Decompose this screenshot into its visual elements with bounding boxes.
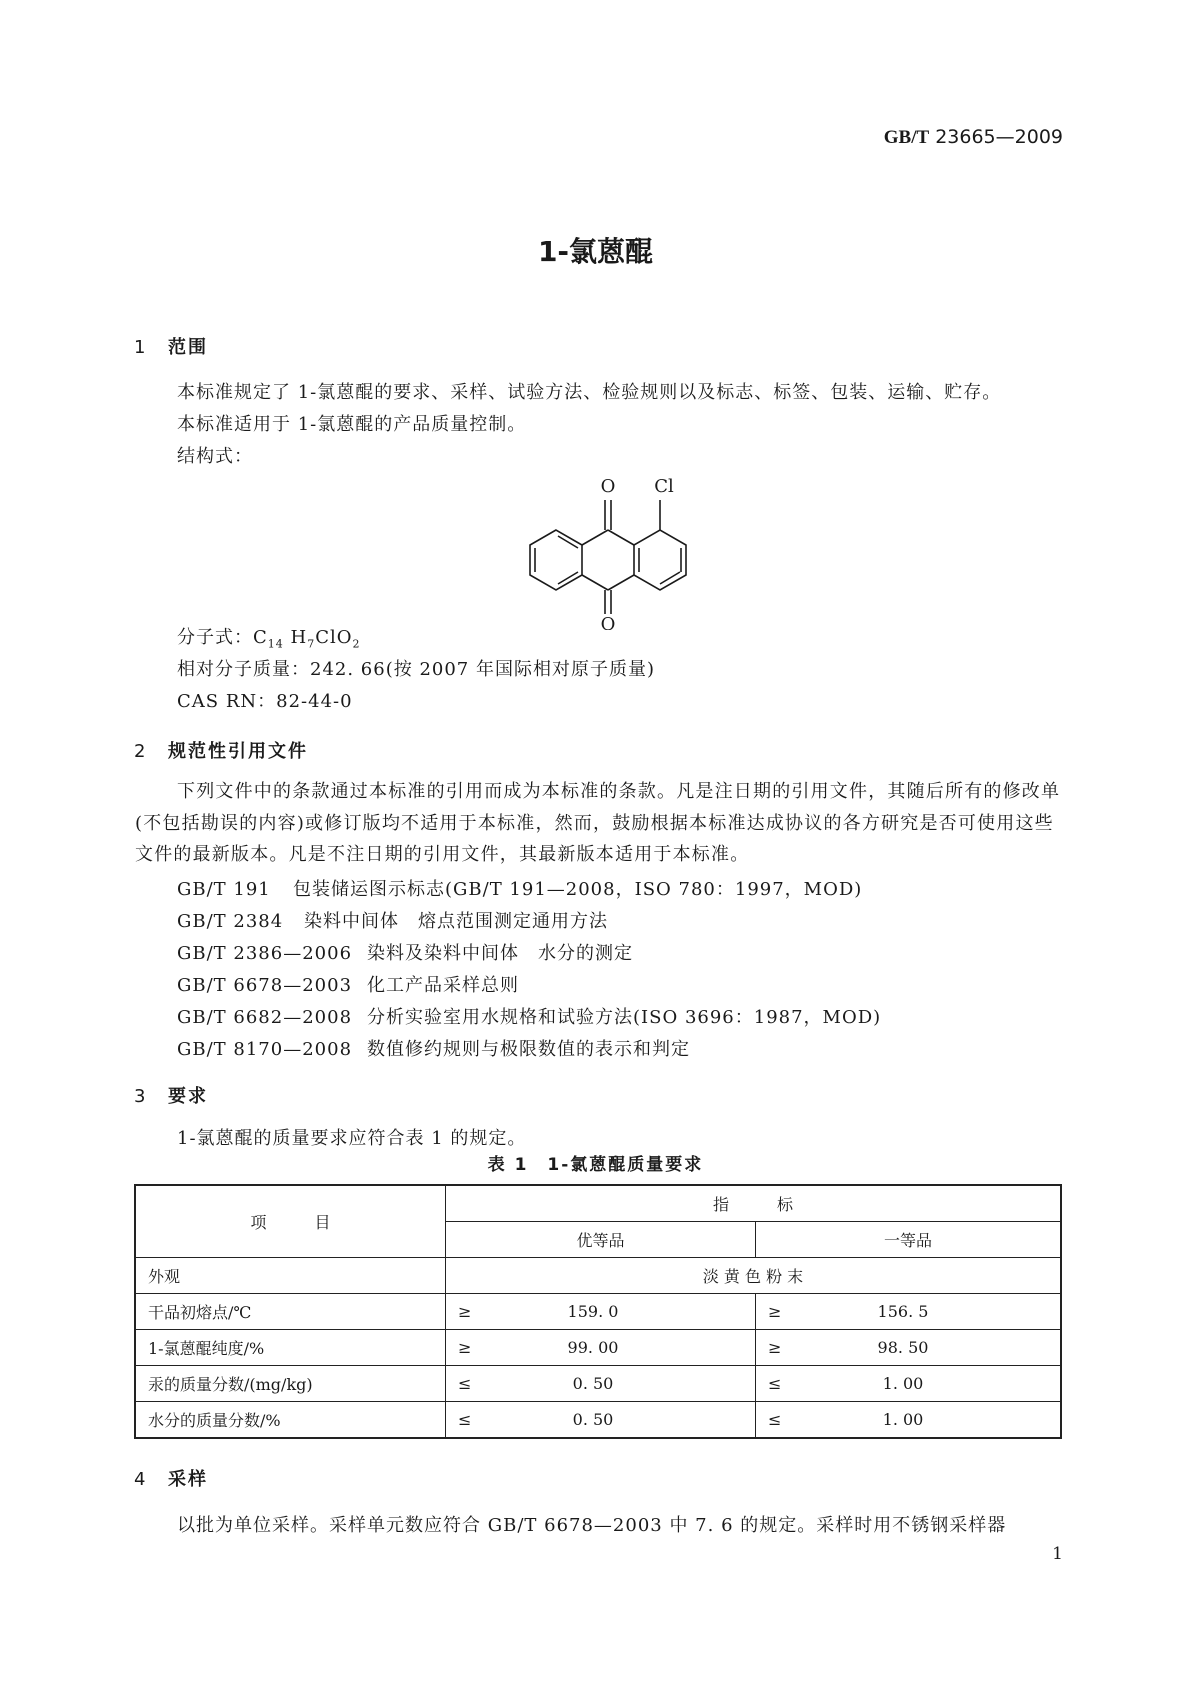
comparison-symbol: ≤: [458, 1374, 472, 1393]
reference-item: [177, 1035, 690, 1061]
section-1-title: 范围: [168, 337, 208, 358]
page-number: 1: [1052, 1544, 1063, 1564]
table-row: [135, 1258, 1061, 1294]
table-row: [135, 1294, 1061, 1330]
chlorine-atom: Cl: [654, 476, 674, 497]
comparison-symbol: ≥: [458, 1338, 472, 1357]
section-4-title: 采样: [168, 1469, 208, 1490]
comparison-symbol: ≤: [768, 1374, 782, 1393]
reference-code: GB/T 191: [177, 879, 271, 900]
formula-hydrogen: H: [290, 627, 308, 648]
middle-ring-bond: [582, 575, 608, 590]
reference-code: GB/T 6682—2008: [177, 1007, 353, 1028]
table-caption: 表 1 1-氯蒽醌质量要求: [487, 1155, 704, 1175]
first-value: 156. 5: [877, 1302, 929, 1321]
reference-title: 数值修约规则与极限数值的表示和判定: [367, 1039, 690, 1060]
grade-superior-header: 优等品: [446, 1222, 756, 1258]
scope-paragraph-2: 本标准适用于 1-氯蒽醌的产品质量控制。: [177, 414, 527, 435]
comparison-symbol: ≥: [458, 1302, 472, 1321]
middle-ring-bond: [608, 530, 634, 545]
section-2-title: 规范性引用文件: [168, 741, 308, 762]
comparison-symbol: ≤: [768, 1410, 782, 1429]
section-1-number: 1: [134, 337, 148, 358]
row-item: 1-氯蒽醌纯度/%: [135, 1330, 446, 1366]
formula-label: 分子式：: [177, 627, 253, 648]
formula-oxygen-count: 2: [352, 637, 361, 651]
section-1-heading: [134, 333, 208, 359]
section-2-number: 2: [134, 741, 148, 762]
reference-item: [177, 971, 519, 997]
section-4-heading: [134, 1465, 208, 1491]
formula-hydrogen-count: 7: [307, 637, 316, 651]
first-value: 98. 50: [877, 1338, 929, 1357]
reference-code: GB/T 2384: [177, 911, 284, 932]
reference-item: [177, 1003, 881, 1029]
comparison-symbol: ≥: [768, 1338, 782, 1357]
reference-code: GB/T 2386—2006: [177, 943, 353, 964]
cas-number: CAS RN：82-44-0: [177, 691, 353, 712]
molecular-mass: 相对分子质量：242. 66(按 2007 年国际相对原子质量): [177, 659, 655, 680]
appearance-label: 外观: [135, 1258, 446, 1294]
index-header: 指 标: [446, 1185, 1062, 1222]
molecular-formula: [177, 623, 361, 651]
first-grade-cell: [756, 1330, 1062, 1366]
item-header: 项 目: [135, 1185, 446, 1258]
top-oxygen-atom: O: [600, 476, 616, 497]
superior-grade-cell: [446, 1402, 756, 1439]
table-header-row: [135, 1185, 1061, 1222]
reference-code: GB/T 6678—2003: [177, 975, 353, 996]
reference-title: 包装储运图示标志(GB/T 191—2008，ISO 780：1997，MOD): [293, 879, 863, 900]
reference-item: [177, 875, 862, 901]
superior-value: 159. 0: [567, 1302, 619, 1321]
left-benzene-ring: [530, 530, 582, 590]
comparison-symbol: ≤: [458, 1410, 472, 1429]
right-ring-double-bond: [660, 572, 680, 584]
quality-requirements-table: [134, 1184, 1062, 1439]
formula-chlorine-oxygen: ClO: [315, 627, 353, 648]
bottom-oxygen-atom: O: [600, 614, 616, 630]
middle-ring-bond: [608, 575, 634, 590]
row-item: 干品初熔点/℃: [135, 1294, 446, 1330]
formula-carbon: C: [253, 627, 268, 648]
first-grade-cell: [756, 1294, 1062, 1330]
structure-label: 结构式：: [177, 446, 253, 467]
section-3-title: 要求: [168, 1086, 208, 1107]
section-3-heading: [134, 1082, 208, 1108]
section-3-number: 3: [134, 1086, 148, 1107]
reference-code: GB/T 8170—2008: [177, 1039, 353, 1060]
table-row: [135, 1402, 1061, 1439]
table-row: [135, 1366, 1061, 1402]
appearance-value: 淡 黄 色 粉 末: [446, 1258, 1062, 1294]
standard-code: [884, 126, 1063, 149]
reference-title: 分析实验室用水规格和试验方法(ISO 3696：1987，MOD): [367, 1007, 882, 1028]
middle-ring-bond: [582, 530, 608, 545]
row-item: 汞的质量分数/(mg/kg): [135, 1366, 446, 1402]
section-2-heading: [134, 737, 308, 763]
first-value: 1. 00: [882, 1374, 924, 1393]
superior-value: 0. 50: [572, 1410, 614, 1429]
scope-paragraph-1: 本标准规定了 1-氯蒽醌的要求、采样、试验方法、检验规则以及标志、标签、包装、运输、贮存。: [177, 382, 1002, 403]
reference-title: 染料及染料中间体 水分的测定: [367, 943, 633, 964]
section-4-number: 4: [134, 1469, 148, 1490]
reference-title: 化工产品采样总则: [367, 975, 519, 996]
superior-value: 0. 50: [572, 1374, 614, 1393]
superior-value: 99. 00: [567, 1338, 619, 1357]
reference-item: [177, 939, 633, 965]
reference-title: 染料中间体 熔点范围测定通用方法: [304, 911, 608, 932]
table-row: [135, 1330, 1061, 1366]
reference-item: [177, 907, 608, 933]
requirements-paragraph: 1-氯蒽醌的质量要求应符合表 1 的规定。: [177, 1128, 527, 1149]
standard-code-prefix: GB/T: [883, 127, 930, 148]
first-value: 1. 00: [882, 1410, 924, 1429]
superior-grade-cell: [446, 1330, 756, 1366]
superior-grade-cell: [446, 1366, 756, 1402]
first-grade-cell: [756, 1366, 1062, 1402]
superior-grade-cell: [446, 1294, 756, 1330]
standard-code-number: 23665—2009: [935, 126, 1063, 148]
structural-formula-diagram: [500, 470, 700, 630]
sampling-paragraph: 以批为单位采样。采样单元数应符合 GB/T 6678—2003 中 7. 6 的规定。采样时用不锈钢采样器: [177, 1515, 1007, 1536]
first-grade-cell: [756, 1402, 1062, 1439]
comparison-symbol: ≥: [768, 1302, 782, 1321]
formula-carbon-count: 14: [267, 637, 284, 651]
references-intro-paragraph: 下列文件中的条款通过本标准的引用而成为本标准的条款。凡是注日期的引用文件，其随后所有的修改单(不包括勘误的内容)或修订版均不适用于本标准，然而，鼓励根据本标准达成协议的各方研究是否可使用这些文件的最新版本。凡是不注日期的引用文件，其最新版本适用于本标准。: [135, 781, 1061, 865]
document-title: 1-氯蒽醌: [537, 235, 654, 268]
row-item: 水分的质量分数/%: [135, 1402, 446, 1439]
grade-first-header: 一等品: [756, 1222, 1062, 1258]
right-benzene-ring: [634, 530, 686, 590]
